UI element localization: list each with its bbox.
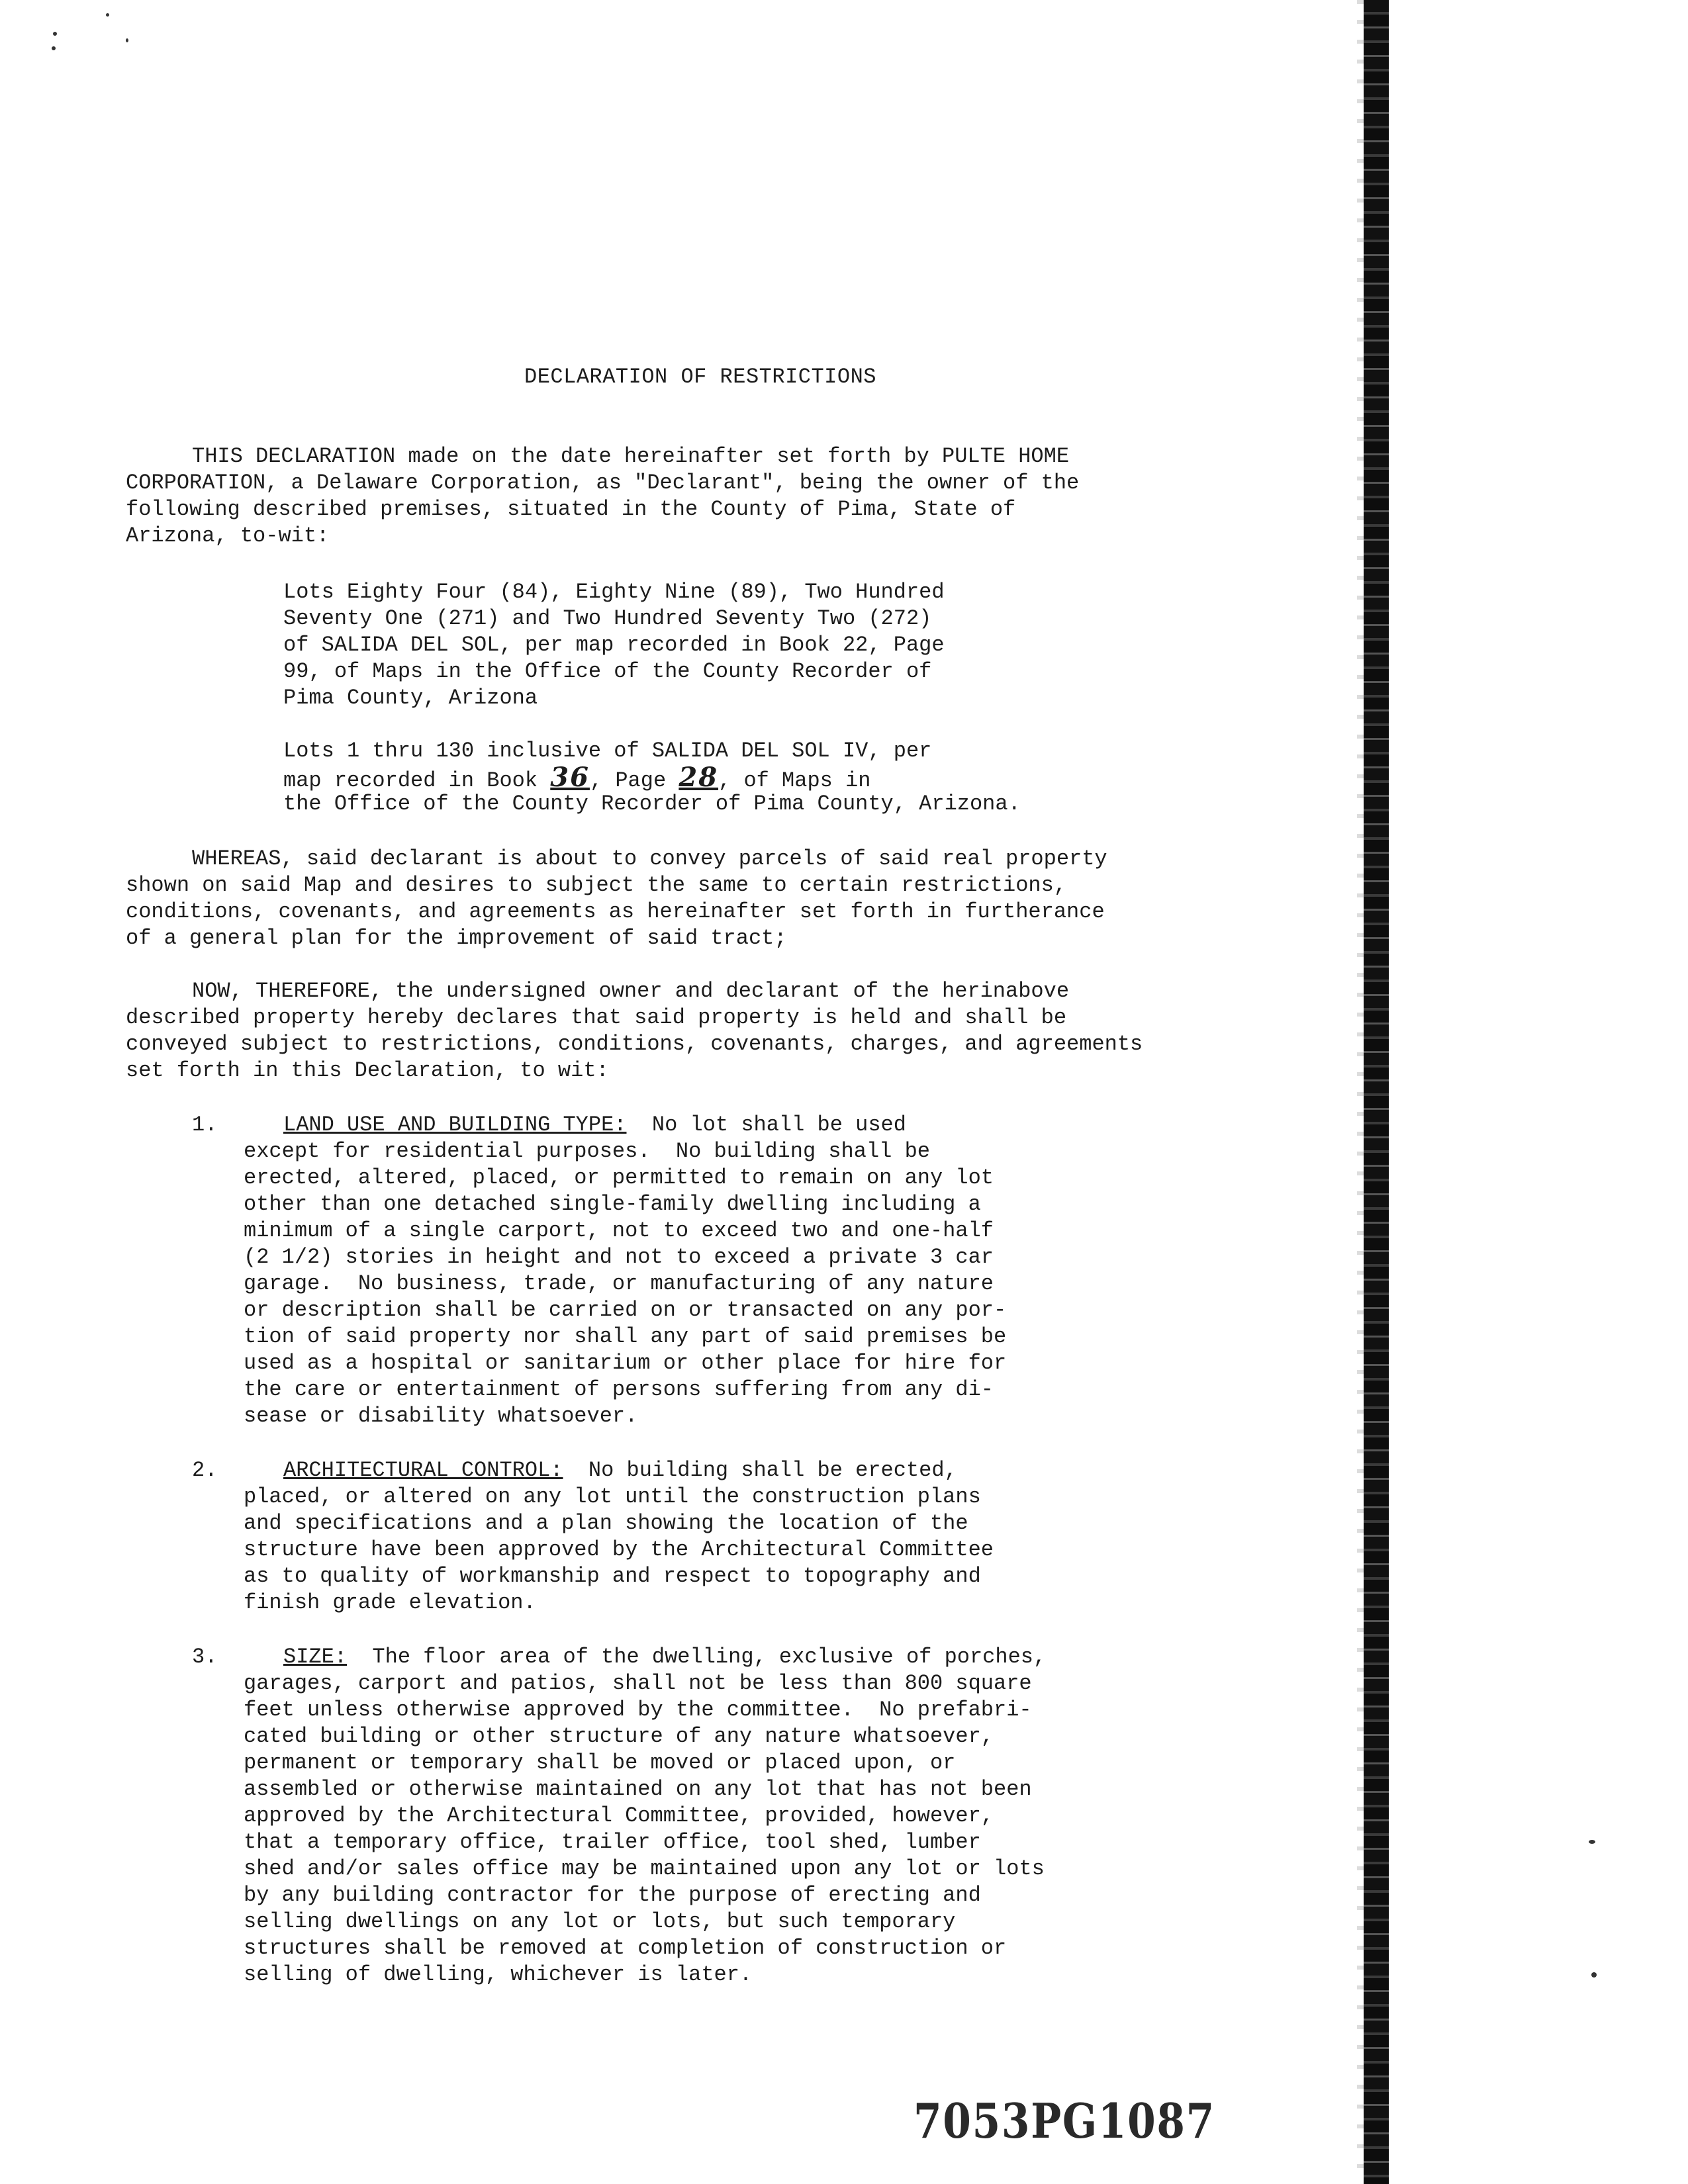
- lots-description-line: of SALIDA DEL SOL, per map recorded in Book 22, Page: [283, 633, 945, 657]
- handwritten-page-number: 28: [679, 762, 719, 793]
- section-line: other than one detached single-family dwelling including a: [244, 1192, 981, 1216]
- scan-speck: [53, 32, 57, 36]
- section-line: assembled or otherwise maintained on any lot that has not been: [244, 1777, 1032, 1801]
- whereas-line: of a general plan for the improvement of said tract;: [126, 926, 787, 950]
- section-line: and specifications and a plan showing the location of the: [244, 1511, 968, 1535]
- scan-speck: [1589, 1840, 1595, 1844]
- section-heading: LAND USE AND BUILDING TYPE:: [283, 1113, 627, 1137]
- now-therefore-line: set forth in this Declaration, to wit:: [126, 1058, 609, 1083]
- section-number: 2.: [192, 1458, 218, 1482]
- section-line: as to quality of workmanship and respect to topography and: [244, 1564, 981, 1588]
- section-line: sease or disability whatsoever.: [244, 1404, 638, 1428]
- section-line: except for residential purposes. No building shall be: [244, 1139, 930, 1163]
- section-line: selling dwellings on any lot or lots, but such temporary: [244, 1909, 956, 1934]
- section-line: that a temporary office, trailer office, tool shed, lumber: [244, 1830, 981, 1854]
- section-text: The floor area of the dwelling, exclusive of porches,: [347, 1645, 1047, 1669]
- intro-line: CORPORATION, a Delaware Corporation, as "Declarant", being the owner of the: [126, 471, 1080, 495]
- scan-speck: [1591, 1972, 1597, 1978]
- scan-speck: [106, 13, 109, 17]
- scan-speck: [126, 38, 128, 42]
- section-heading: SIZE:: [283, 1645, 348, 1669]
- section-text: No building shall be erected,: [563, 1458, 957, 1482]
- section-line: selling of dwelling, whichever is later.: [244, 1962, 753, 1987]
- lots-description-line: Lots 1 thru 130 inclusive of SALIDA DEL SOL IV, per: [283, 739, 932, 763]
- section-line: minimum of a single carport, not to exceed two and one-half: [244, 1218, 994, 1243]
- section-heading-line: [283, 1112, 906, 1138]
- section-text: No lot shall be used: [626, 1113, 906, 1137]
- section-line: finish grade elevation.: [244, 1590, 536, 1615]
- map-text: , of Maps in: [718, 768, 871, 793]
- scan-speck: [52, 46, 56, 50]
- handwritten-book-number: 36: [550, 762, 590, 793]
- section-number: 3.: [192, 1645, 218, 1669]
- now-therefore-line: conveyed subject to restrictions, conditions, covenants, charges, and agreements: [126, 1032, 1143, 1056]
- recording-stamp: 7053PG1087: [914, 2093, 1215, 2149]
- section-line: (2 1/2) stories in height and not to exceed a private 3 car: [244, 1245, 994, 1269]
- section-line: permanent or temporary shall be moved or placed upon, or: [244, 1751, 956, 1775]
- lots-description-line: [283, 764, 870, 794]
- whereas-line: WHEREAS, said declarant is about to convey parcels of said real property: [192, 846, 1107, 871]
- section-line: by any building contractor for the purpose of erecting and: [244, 1883, 981, 1907]
- intro-line: following described premises, situated in the County of Pima, State of: [126, 497, 1016, 522]
- section-line: shed and/or sales office may be maintained upon any lot or lots: [244, 1856, 1045, 1881]
- section-line: structures shall be removed at completion of construction or: [244, 1936, 1007, 1960]
- lots-description-line: Seventy One (271) and Two Hundred Seventy Two (272): [283, 606, 932, 631]
- section-line: placed, or altered on any lot until the construction plans: [244, 1484, 981, 1509]
- whereas-line: shown on said Map and desires to subject the same to certain restrictions,: [126, 873, 1067, 897]
- section-line: structure have been approved by the Architectural Committee: [244, 1537, 994, 1562]
- scan-edge-strip: [1364, 0, 1389, 2184]
- section-line: the care or entertainment of persons suffering from any di-: [244, 1377, 994, 1402]
- document-title: DECLARATION OF RESTRICTIONS: [524, 365, 876, 389]
- lots-description-line: Lots Eighty Four (84), Eighty Nine (89), Two Hundred: [283, 580, 945, 604]
- section-line: garages, carport and patios, shall not be less than 800 square: [244, 1671, 1032, 1696]
- section-line: cated building or other structure of any nature whatsoever,: [244, 1724, 994, 1749]
- lots-description-line: Pima County, Arizona: [283, 686, 538, 710]
- section-line: used as a hospital or sanitarium or other place for hire for: [244, 1351, 1007, 1375]
- section-heading-line: [283, 1457, 957, 1484]
- map-text: map recorded in Book: [283, 768, 551, 793]
- whereas-line: conditions, covenants, and agreements as hereinafter set forth in furtherance: [126, 899, 1105, 924]
- intro-line: THIS DECLARATION made on the date hereinafter set forth by PULTE HOME: [192, 444, 1070, 469]
- section-line: tion of said property nor shall any part of said premises be: [244, 1324, 1007, 1349]
- intro-line: Arizona, to-wit:: [126, 523, 330, 548]
- section-heading: ARCHITECTURAL CONTROL:: [283, 1458, 563, 1482]
- now-therefore-line: NOW, THEREFORE, the undersigned owner and declarant of the herinabove: [192, 979, 1070, 1003]
- section-line: garage. No business, trade, or manufacturing of any nature: [244, 1271, 994, 1296]
- lots-description-line: 99, of Maps in the Office of the County Recorder of: [283, 659, 932, 684]
- map-text: , Page: [589, 768, 679, 793]
- now-therefore-line: described property hereby declares that said property is held and shall be: [126, 1005, 1067, 1030]
- section-line: or description shall be carried on or transacted on any por-: [244, 1298, 1007, 1322]
- section-number: 1.: [192, 1113, 218, 1137]
- section-heading-line: [283, 1644, 1046, 1670]
- section-line: erected, altered, placed, or permitted to remain on any lot: [244, 1165, 994, 1190]
- section-line: feet unless otherwise approved by the committee. No prefabri-: [244, 1698, 1032, 1722]
- section-line: approved by the Architectural Committee, provided, however,: [244, 1803, 994, 1828]
- lots-description-line: the Office of the County Recorder of Pima County, Arizona.: [283, 792, 1021, 816]
